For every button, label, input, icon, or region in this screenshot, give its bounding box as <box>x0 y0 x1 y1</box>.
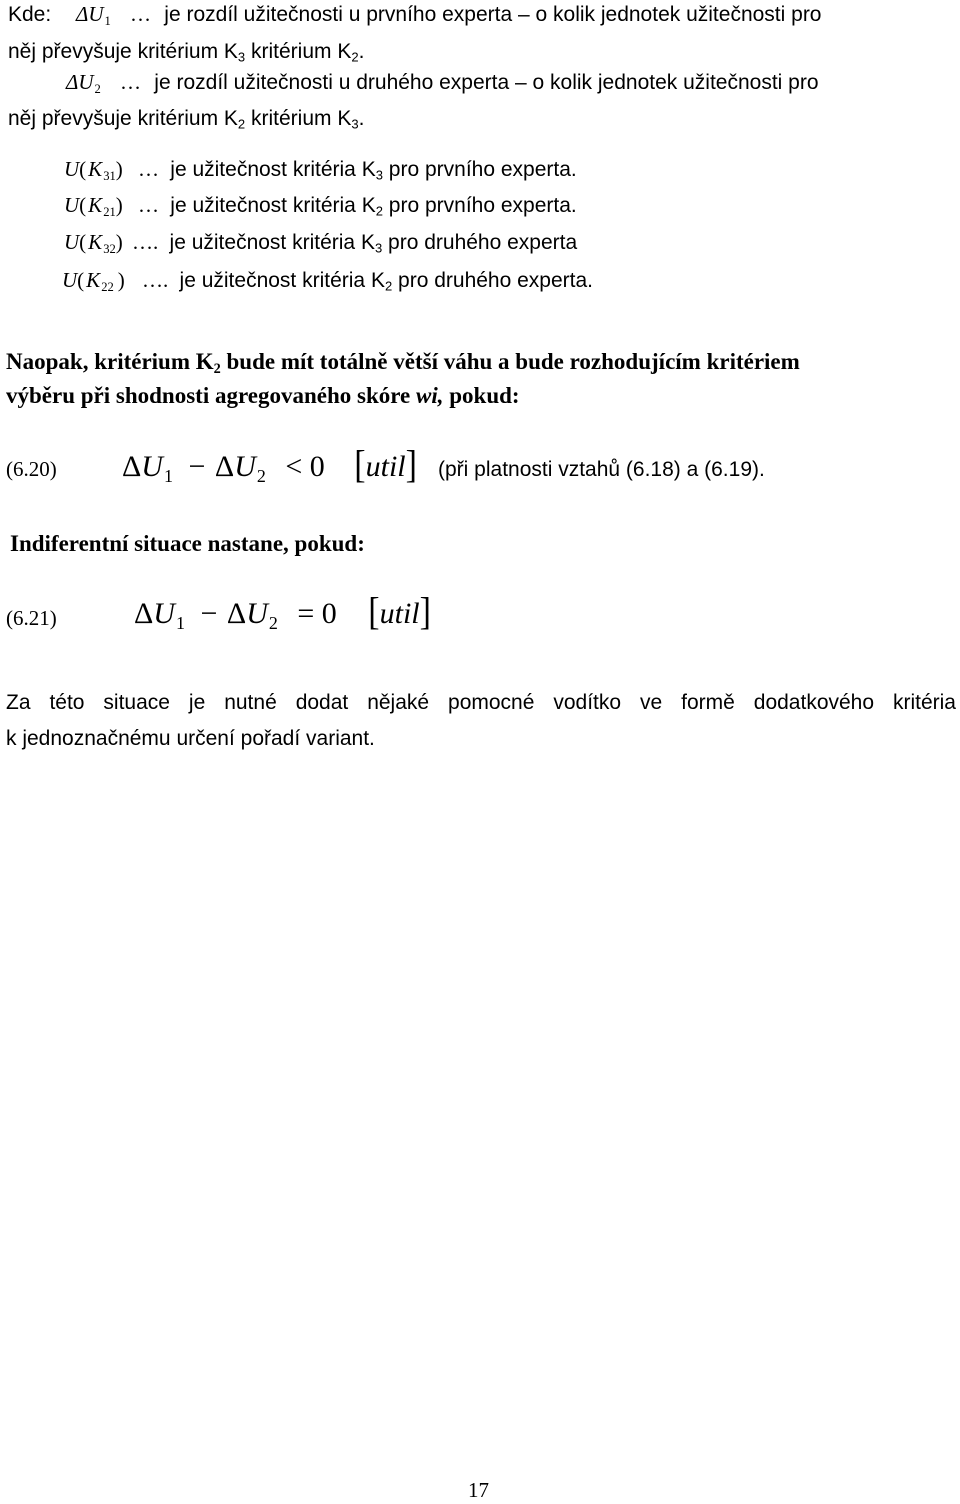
kde-label: Kde: <box>8 3 52 26</box>
bold-paragraph-line-2: výběru při shodnosti agregovaného skóre wi, pokud: <box>6 383 520 408</box>
unit-util: util <box>379 597 420 630</box>
delta-u2-continuation: něj převyšuje kritérium $K_2$ kritérium $K_3$. <box>8 107 365 132</box>
equation-6-20-note: (při platnosti vztahů (6.18) a (6.19). <box>438 458 765 481</box>
bold-paragraph-line-1: Naopak, kritérium $K_2$ bude mít totálně větší váhu a bude rozhodujícím kritériem <box>6 349 800 377</box>
delta-u2-definition: $\Delta U_2$ … je rozdíl užitečnosti u druhého experta – o kolik jednotek užitečnosti pro <box>66 70 819 97</box>
delta-u1-text: je rozdíl užitečnosti u prvního experta – o kolik jednotek užitečnosti pro <box>164 3 822 26</box>
equation-number-6-20: (6.20) <box>6 457 57 481</box>
delta-u1-symbol: ΔU <box>76 2 104 26</box>
equation-6-20: $\Delta U_1 - \Delta U_2 < 0$ [util] <box>122 444 417 487</box>
delta-u2-text: je rozdíl užitečnosti u druhého experta – o kolik jednotek užitečnosti pro <box>154 71 819 94</box>
indifferent-heading: Indiferentní situace nastane, pokud: <box>10 531 365 556</box>
delta-u1-continuation: něj převyšuje kritérium $K_3$ kritérium $K_2$. <box>8 40 365 65</box>
equation-number-6-21: (6.21) <box>6 606 57 630</box>
unit-util: util <box>365 450 406 483</box>
utility-definition-row: $U(K_{32})$ …. je užitečnost kritéria $K_3$ pro druhého experta <box>64 230 578 257</box>
utility-definition-row: $U(K_{31})$ … je užitečnost kritéria $K_3$ pro prvního experta. <box>64 157 577 184</box>
closing-paragraph-line-1: Za této situace je nutné dodat nějaké pomocné vodítko ve formě dodatkového kritéria <box>6 691 956 714</box>
delta-u2-symbol: ΔU <box>66 70 94 94</box>
page-number: 17 <box>468 1478 489 1502</box>
closing-paragraph-line-2: k jednoznačnému určení pořadí variant. <box>6 727 375 750</box>
utility-definition-row: $U(K_{21})$ … je užitečnost kritéria $K_2$ pro prvního experta. <box>64 193 577 220</box>
delta-u1-definition: $\Delta U_1$ … je rozdíl užitečnosti u prvního experta – o kolik jednotek užitečnosti pro <box>76 2 822 29</box>
equation-6-21: $\Delta U_1 - \Delta U_2 = 0$ [util] <box>134 591 431 634</box>
utility-definition-row: $U(K_{22}$ ) …. je užitečnost kritéria $K_2$ pro druhého experta. <box>62 268 594 295</box>
